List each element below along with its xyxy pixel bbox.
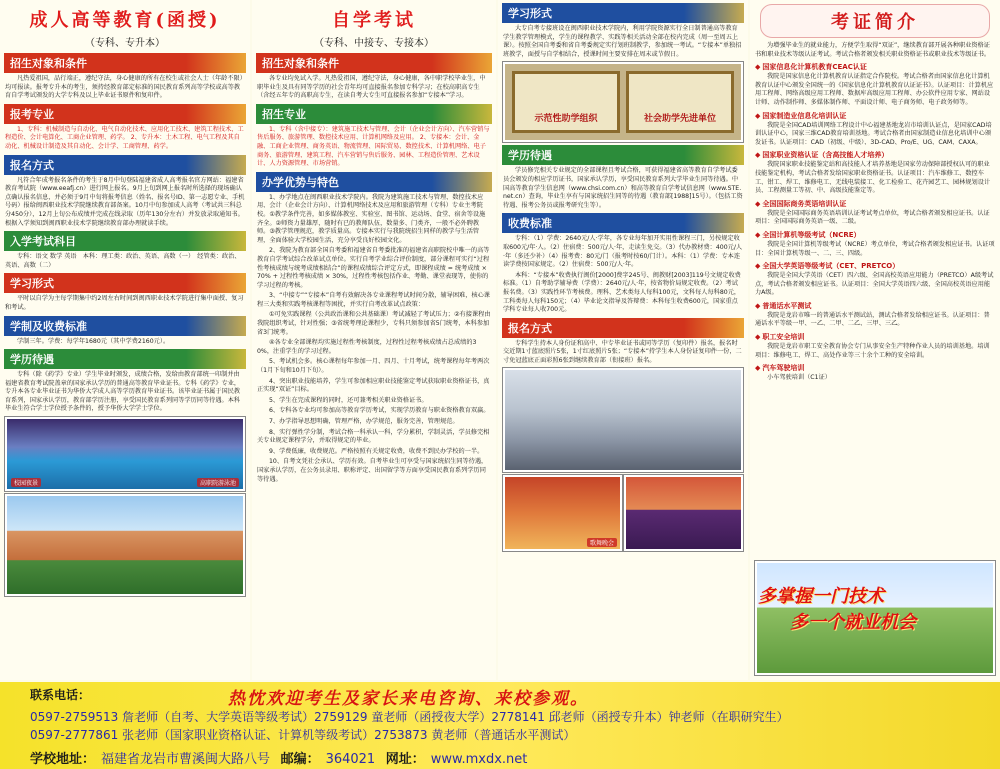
section-header: 招生对象和条件 (256, 53, 492, 73)
section-text: 大专自考专接班设在闽西职业技术学院内，利用学院资源实行全日制普通高等教育学生教学管理模式，学生的课程教学、实践等相关活动全部在校内完成（周一至周五上课）。按照全国自考委和省自考委规定实行划班制教学，参加统一考试。“专接本”单独招班教学，面授与自学相结合，授课时间主要安排在周末或节假日。 (503, 25, 742, 58)
performance-photo (503, 475, 622, 551)
section-header: 学历待遇 (4, 349, 246, 369)
section-header: 报名方式 (4, 155, 246, 175)
adult-education-subtitle: （专科、专升本） (85, 38, 165, 49)
adult-education-title: 成人高等教育(函授) (29, 10, 221, 31)
contact-label: 联系电话： (30, 688, 91, 702)
section-header: 收费标准 (502, 213, 744, 233)
section-text: 凡符合年成考报名条件的考生于8月中旬登陆福建省成人高考报名官方网站：福建省教育考试院（www.eeafj.cn）进行网上报名。9月上旬到网上报名时所选择的现场确认点确认报名信息，并必须于9月中旬将报考信息（姓名、报名号ID、第一志愿专业、手机号码）报给闽西职业技术学院继续教育部备案。10月中旬参加成人高考（考试共三科总分450分），12月上旬公布成绩并完成在线录取（历年130分左右）并发放录取通知书。根据入学须知到闽西职业技术学院继续教育部办理就读手续。 (5, 176, 245, 227)
award-certificates-photo (503, 62, 743, 142)
section-text: 2、我院为教育部全国自考委和福建省自考委批准的福建省高职院校中唯一的高等教育自学考试综合改革试点单位。实行自考学业综合评价制度，部分课程可实行“过程性考核成绩与统考成绩相结合”的课程成绩综合评定方式，即课程成绩 = 统考成绩 × 70% + 过程性考核成绩 × 30%，过程性考核包括作业、考勤、课堂表现等，使你的学习过程的考核。 (257, 247, 490, 289)
section-text: 8、实行弹性学分制，考试合格一科承认一科，学分累积，学制灵活，学员修完相关专业规定课程学分，并取得规定的毕业。 (257, 428, 490, 445)
section-text: 专科（除《药学》专业）学生毕业时颁发，成绩合格，发给由教育部统一印制并由福建省教育考试院盖章的国家承认学历的普通高等教育毕业证书。专科《药学》专业，专升本各专业毕业证书为华侨大学成人高等学历教育毕业证书。该毕业证书属于国民教育系列，国家承认学历，教育部学历注册，享受国民教育系列同等学历同等待遇。本科毕业生符合学士学位授予条件的，授予华侨大学学士学位。 (5, 371, 241, 413)
photo-caption: 歌舞晚会 (587, 538, 617, 547)
cert-text: 小车驾驶培训（C1证） (767, 374, 831, 382)
section-text: 各专业均免试入学。凡热爱祖国，遵纪守法，身心健康，各中职学校毕业生，中职毕业生及具有同等学历的社会青年均可直接报名参加专科学习；在校高职高专生（含经五年专的高职高专生，在读自考大专生可直接报名参加“专接本”学习。 (257, 75, 486, 100)
graduation-photo (624, 475, 743, 551)
section-header: 招生对象和条件 (4, 53, 246, 73)
address-label: 学校地址： (30, 752, 96, 767)
cert-text: 我院是全国国际商务英语培训认证考试考点单位，考试合格者颁发相应证书。认证项目：全国国际商务英语一级、二级。 (755, 209, 990, 226)
section-header: 学历待遇 (502, 145, 744, 165)
section-text: 专科学生持本人身份证和高中、中专毕业证书或同等学历（复印件）报名，报名时交近期1寸蓝底照片5张，1寸红底照片5张；“专接本”持学生本人身份证复印件一份，二寸免冠蓝底正面彩照6张到继续教育部（衔接班）报名。 (503, 339, 742, 364)
section-header: 报名方式 (502, 318, 744, 338)
section-text: 本科：“专接本”收费执行闽价[2000]费字245号、闽教财[2003]119号文规定收费标准。（1）自考助学辅导费（学费）：2640元/人·年，按省物价局规定收费。（2）考试报名费。（3）实践性环节考核费。理科、艺术类每人每科100元，文科每人每科80元，工科类每人每科150元；（4）毕业论文指导及答辩费：本科每生收费600元，国家重点学科专业每人收700元。 (503, 271, 741, 314)
contact-footer (0, 682, 1000, 769)
certificate-plaque: 示范性助学组织 (512, 71, 620, 133)
computer-lab-photo (503, 368, 743, 472)
column-study-form (498, 0, 748, 680)
section-text: 9、学费低廉，收费规范。严格按照有关规定收费，收费不到民办学校的一半。 (269, 447, 484, 455)
section-text: 学制三年。学费：每学年1680元（其中学费2160元）。 (17, 337, 170, 345)
cert-heading: ◆ 全国国际商务英语培训认证 (755, 199, 995, 209)
section-header: 报考专业 (4, 104, 246, 124)
contact-phones-line: 0597-2777861 张老师（国家职业资格认证、计算机等级考试）2753873 黄老师（普通话水平测试） (30, 728, 576, 742)
column-certificates (750, 0, 1000, 680)
cert-text: 我院是龙岩市职工安全教育协会专门从事安全生产特种作业人员的培训基地。培训项目：维修电工、焊工、高处作业等三十余个工种的安全培训。 (755, 343, 990, 359)
cert-text: 我院是龙岩市唯一的普通话水平测试站，测试合格者发给相应证书。认证项目：普通话水平等级一甲、一乙、二甲、二乙、三甲、三乙。 (755, 311, 990, 328)
section-text: 10、自考文凭社会承认、学历有效。自考毕业生可享受与国家统招生同等待遇，国家承认学历，在公务员录用、职称评定、出国留学等方面享受国民教育系列学历同等待遇。 (257, 458, 488, 483)
address-line (30, 748, 533, 767)
cert-heading: ◆ 全国计算机等级考试（NCRE） (755, 230, 995, 240)
photo-caption: 高职院游泳池 (197, 478, 239, 487)
certificate-plaque: 社会助学先进单位 (626, 71, 734, 133)
cert-text: 我院是全国大学英语（CET）四六级、全国高校英语应用能力（PRETCO）A级考试点，考试合格者颁发相应证书。认证项目：全国大学英语四六级、全国高校英语应用能力A级。 (755, 272, 994, 297)
section-text: 5、考试机会多。核心课程每年参加一月、四月、十月考试，统考课程每年考两次（1月下旬和10月下旬）。 (257, 358, 490, 375)
self-study-subtitle: （专科、中接专、专接本） (314, 38, 434, 49)
column-adult-education (0, 0, 250, 680)
certificates-intro: 为增强毕业生的就业能力，方便学生取得“双证”，继续教育部开展各种职业资格证书和职业技术等级认证考试。考试合格者颁发相关职业资格证书或职业技术等级证书。 (755, 42, 991, 58)
section-text: ①可免实践课程（公共政治课和公共基础课）考试减轻了考试压力；②有接课程由我院组织考试，针对性强；③省统考理论课程少，专科只须参加省5门统考，本科参加省3门统考。 (257, 311, 491, 336)
cert-text: 我院是全国计算机等级考试（NCRE）考点单位，考试合格者颁发相应证书。认证项目：全国计算机等级一、二、三、四级。 (755, 240, 995, 257)
section-text: 凡热爱祖国，品行端正，遵纪守法，身心健康的所有在校生或社会人士（年龄不限）均可报读。报考专升本的考生，须持经教育部定标准的国民教育系列高等学校或高等教育自学考试颁发的大学专科及以上毕业证书原件和复印件。 (5, 75, 243, 100)
postcode-label: 邮编： (280, 752, 320, 767)
section-text: 学员修完相关专业规定的全部课程且考试合格，可获得福建省高等教育自学考试委员会颁发的相应学历证书，国家承认学历，享受国民教育系列大学毕业生同等待遇。中国高等教育学生信息网（www.chsi.com.cn）和高等教育自学考试信息网（www.STE.net.cn）查询，毕业生享有与国家统招生同等的待遇（教育部[1988]15号）。（包括工资待遇、报考公务员或报考研究生等）。 (503, 167, 743, 209)
cert-text: 我院是全国CAD培训网络工程设计中心福建基地龙岩市培训认证点，是国家CAD培训认证中心，国家三维CAD教育培训基地。考试合格者由国家制造业信息化培训中心颁发证书。认证项目：CAD（初级、中级）、3D-CAD、Pro/E、UG、CAM、CAXA。 (755, 121, 992, 146)
column-self-study-exam (252, 0, 496, 680)
section-header: 学习形式 (4, 273, 246, 293)
website-label: 网址： (385, 752, 425, 767)
cert-heading: ◆ 全国大学英语等级考试（CET、PRETCO） (755, 261, 995, 271)
cert-text: 我院是国家信息化计算机教育认证指定合作院校。考试合格者由国家信息化计算机教育认证中心颁发全国统一的《国家信息化计算机教育认证证书》。认证项目：计算机应用工程师、网络高级应用工程师、数据库高级应用工程师、办公软件应用专家、网站设计师、动作制作师、多媒体制作师、平面设计师、电子商务师、电子政务师等。 (755, 73, 994, 106)
section-header: 办学优势与特色 (256, 172, 492, 192)
section-text: 1、专科（含中接专）：建筑施工技术与管理、会计（企业会计方向）、汽车营销与售后服务、旅游管理、数控技术应用、计算机网络及应用。 2、专接本：会计、金融、工商企业管理、商务英语、物流管理、国际贸易、数控技术、计算机网络、电子商务、旅游管理、建筑工程、汽车营销与售后服务、园林、工程造价管理、艺术设计、人力资源管理、市场营销。 (257, 125, 490, 168)
cert-heading: ◆ 国家职业资格认证（含高技能人才培养） (755, 150, 995, 160)
cert-text: 我院国家职业技能鉴定站和高技能人才培养基地是国家劳动保障部授权认可的职业技能鉴定机构，考试合格者发给国家职业资格证书。认证项目：汽车维修工、数控车工、钳工、焊工、维修电工、无线电装接工、化工检验工、花卉园艺工、园林规划设计员、工程测量工等初、中、高级技能鉴定等。 (755, 161, 991, 195)
cert-heading: ◆ 汽车驾驶培训 (755, 363, 995, 373)
section-text: 5、学生在完成课程的同时，还可兼考相关职业资格证书。 (269, 396, 428, 404)
skill-slogan: 多掌握一门技术 (758, 586, 884, 607)
self-study-title: 自学考试 (332, 10, 416, 31)
section-text: ④各专业全部课程均实施过程性考核制度，过程性过程考核成绩占总成绩的30%，注重学生的学习过程。 (257, 339, 477, 355)
cert-heading: ◆ 国家制造业信息化培训认证 (755, 111, 995, 121)
employment-slogan: 多一个就业机会 (790, 612, 916, 633)
school-address: 福建省龙岩市曹溪闽大路八号 (101, 752, 271, 767)
section-text: 7、办学指导思想明确，管理严格，办学规范，服务完善，管理规范。 (269, 418, 459, 425)
section-text: 6、专科各专业均可参加高等教育学历考试，实现学历教育与职业资格教育双赢。 (269, 407, 490, 415)
campus-pool-photo (5, 417, 245, 491)
section-text: 专科：语文 数学 英语 本科：理工类：政治、英语、高数（一） 经管类：政治、英语、高数（二） (5, 253, 241, 269)
section-header: 招生专业 (256, 104, 492, 124)
cert-heading: ◆ 国家信息化计算机教育CEAC认证 (755, 62, 995, 72)
campus-building-photo (5, 494, 245, 596)
postcode: 364021 (325, 752, 376, 767)
section-header: 入学考试科目 (4, 231, 246, 251)
website-url[interactable]: www.mxdx.net (430, 752, 528, 767)
section-text: 平时以自学为主每学期集中约2周左右时间到闽西职业技术学院进行集中面授、复习和考试。 (5, 295, 244, 311)
contact-phones-line: 0597-2759513 詹老师（自考、大学英语等级考试）2759129 童老师（函授夜大学）2778141 邱老师（函授专升本）钟老师（在职研究生） (30, 710, 789, 724)
cert-heading: ◆ 职工安全培训 (755, 332, 995, 342)
section-header: 学制及收费标准 (4, 316, 246, 336)
section-text: 专科：（1）学费：2640元/人·学年，各专业每年加开实用性课程三门，另按规定收取600元/年·人。（2）住宿费：500元/人·年，走读生免交。（3）代办教材费：400元/人·年（多还少补）（4）报考费：80元/门（报考时按60/门计）。本科：（1）学费：专本连读学费按国家规定。（2）住宿费：500元/人·年。 (503, 235, 743, 269)
cert-heading: ◆ 普通话水平测试 (755, 301, 995, 311)
certificates-title: 考证简介 (760, 4, 990, 38)
section-text: 3、“中接专”“专接本”自考有效解决各专业课程考试时间分散，辅导困难，核心课程三大类和实践考核课程等困扰，并实行自考改革试点政策： (257, 292, 490, 308)
section-text: 1、办学地点在闽西职业技术学院内。我院为建筑施工技术与管理、数控技术应用、会计（企业会计方向）、计算机网络技术及应用和旅游管理（专科）专业主考院校。①教学条件完善，如多媒体教室、实验室、图书馆、运动场、食堂、宿舍等设施齐全。②师资力量雄厚，随时有已的教师队伍，数量多、门类齐，一般不必外聘教师。③教学管理规范，教学质量高。专接本实行与我院统招生同样的教学与生活管理，全面体验大学校园生活，充分享受良好校园文化。 (257, 193, 486, 244)
section-text: 4、突出职业技能培养，学生可参加相应职业技能鉴定考试获取职业资格证书，真正实现“双证”目标。 (257, 377, 490, 394)
welcome-slogan: 热忱欢迎考生及家长来电咨询、来校参观。 (228, 689, 589, 709)
photo-caption: 校园夜景 (11, 478, 41, 487)
section-text: 1、专科：机械制造与自动化、电气自动化技术、应用化工技术、建筑工程技术、工程造价、会计电算化、工商企业管理、药学。 2、专升本：土木工程、电气工程及其自动化、机械设计制造及其自动化、会计学、工商管理、药学。 (5, 125, 244, 150)
section-header: 学习形式 (502, 3, 744, 23)
